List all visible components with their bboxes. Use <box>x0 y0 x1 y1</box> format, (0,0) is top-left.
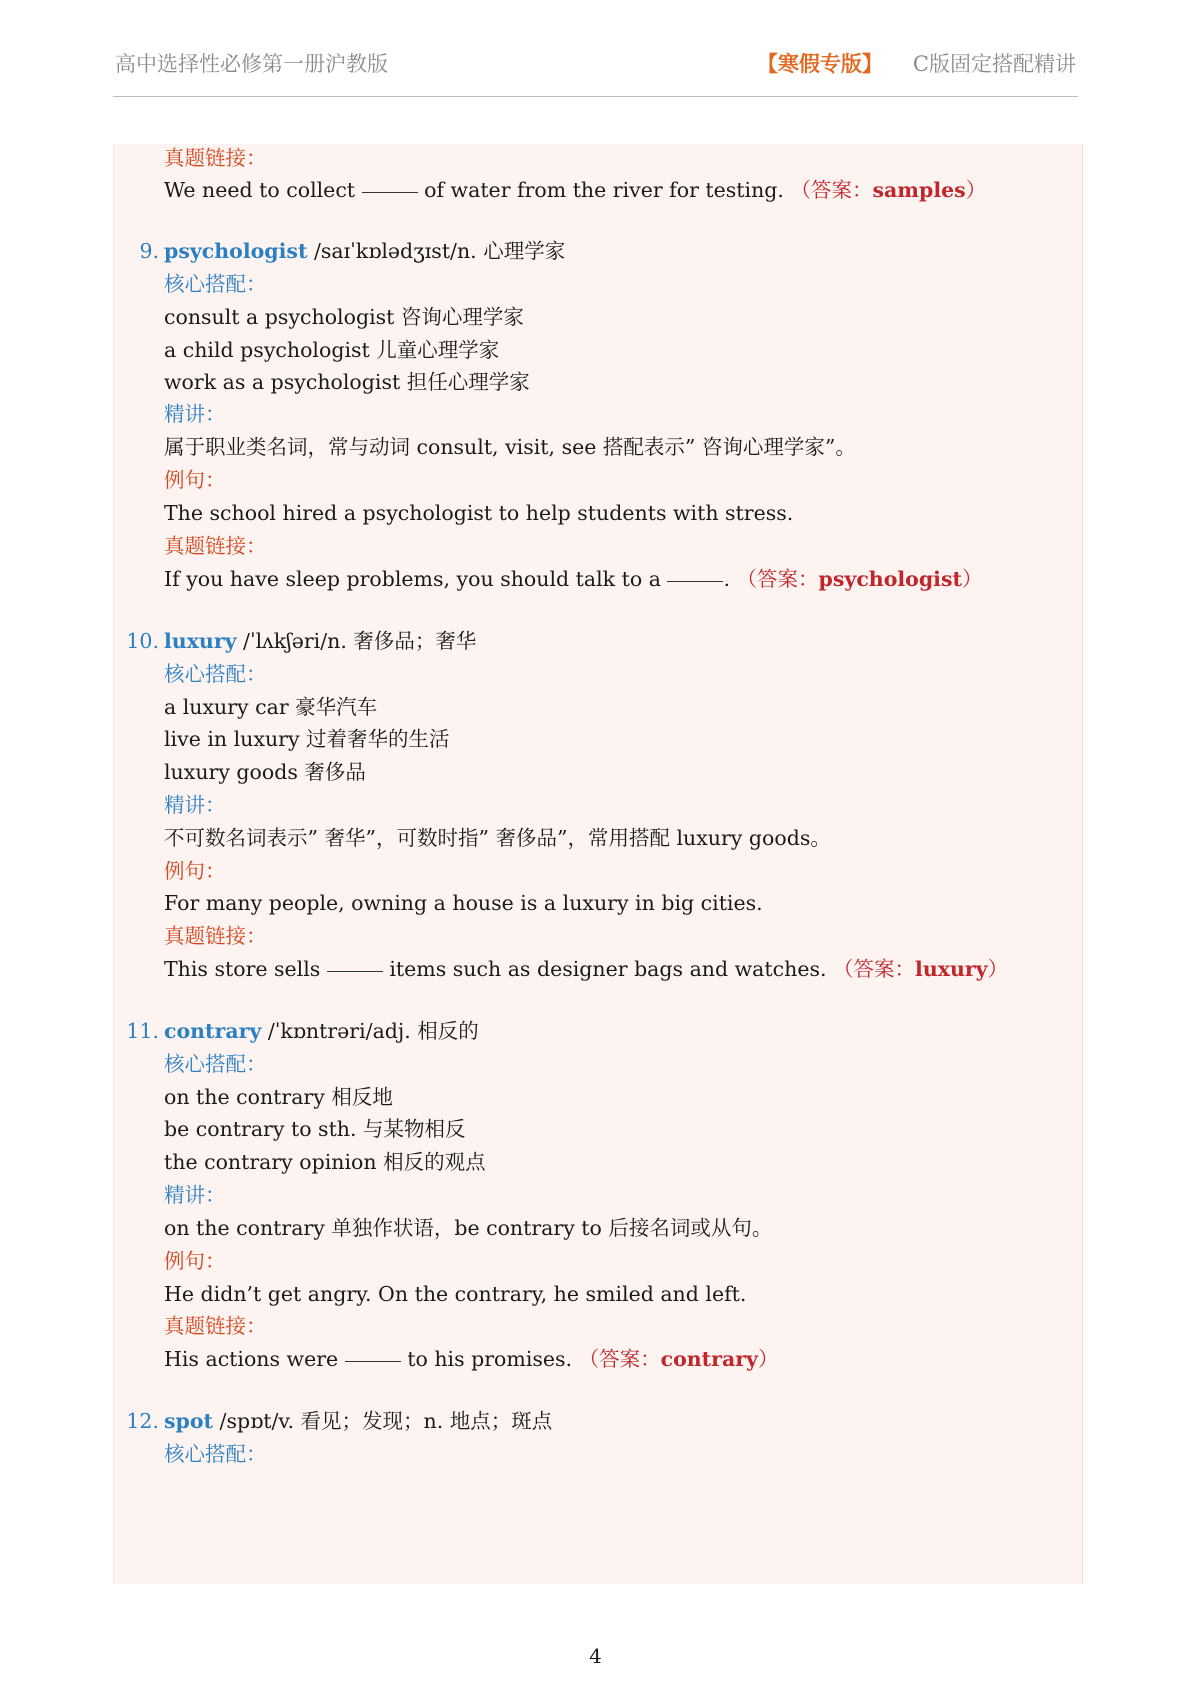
core-label: 核心搭配： <box>164 662 267 686</box>
answer-text: （答案：contrary） <box>578 1347 779 1371</box>
exam-label: 真题链接： <box>164 924 267 948</box>
example-sentence: The school hired a psychologist to help students with stress. <box>164 501 794 525</box>
answer-text: （答案：samples） <box>790 178 987 202</box>
entry-number: 9. <box>139 239 159 263</box>
exam-label: 真题链接： <box>164 534 267 558</box>
exam-sentence: His actions were to his promises. （答案：contrary） <box>164 1347 779 1371</box>
core-label: 核心搭配： <box>164 272 267 296</box>
entry-definition: /ˈkɒntrəri/adj. 相反的 <box>261 1019 479 1043</box>
example-label: 例句： <box>164 859 226 883</box>
exam-sentence: This store sells items such as designer bags and watches. （答案：luxury） <box>164 957 1009 981</box>
core-item: live in luxury 过着奢华的生活 <box>164 727 450 751</box>
header-edition-tag: 【寒假专版】 <box>756 51 883 76</box>
content-panel <box>113 144 1083 1584</box>
explain-label: 精讲： <box>164 793 226 817</box>
exam-label: 真题链接： <box>164 1314 267 1338</box>
example-sentence: He didn’t get angry. On the contrary, he smiled and left. <box>164 1282 747 1306</box>
header-book-title: 高中选择性必修第一册沪教版 <box>115 52 388 76</box>
example-sentence: For many people, owning a house is a luxury in big cities. <box>164 891 763 915</box>
core-label: 核心搭配： <box>164 1442 267 1466</box>
core-item: consult a psychologist 咨询心理学家 <box>164 305 524 329</box>
answer-blank <box>345 1361 401 1362</box>
core-item: the contrary opinion 相反的观点 <box>164 1150 486 1174</box>
entry-word: psychologist <box>164 239 308 263</box>
exam-sentence: We need to collect of water from the river for testing. （答案：samples） <box>164 178 987 202</box>
answer-blank <box>362 192 418 193</box>
explain-label: 精讲： <box>164 402 226 426</box>
explain-text: on the contrary 单独作状语，be contrary to 后接名词或从句。 <box>164 1216 773 1240</box>
page-number: 4 <box>589 1644 602 1668</box>
entry-number: 11. <box>126 1019 159 1043</box>
core-item: on the contrary 相反地 <box>164 1085 393 1109</box>
exam-sentence: If you have sleep problems, you should talk to a . （答案：psychologist） <box>164 567 983 591</box>
answer-text: （答案：luxury） <box>833 957 1009 981</box>
page-header <box>113 44 1078 97</box>
entry-word: spot <box>164 1409 214 1433</box>
core-item: luxury goods 奢侈品 <box>164 760 366 784</box>
explain-text: 不可数名词表示” 奢华”，可数时指” 奢侈品”，常用搭配 luxury goods。 <box>164 826 831 850</box>
header-subtitle: C版固定搭配精讲 <box>912 52 1076 76</box>
core-label: 核心搭配： <box>164 1052 267 1076</box>
entry-definition: /saɪˈkɒlədʒɪst/n. 心理学家 <box>307 239 566 263</box>
answer-text: （答案：psychologist） <box>736 567 983 591</box>
entry-definition: /spɒt/v. 看见；发现；n. 地点；斑点 <box>213 1409 553 1433</box>
core-item: be contrary to sth. 与某物相反 <box>164 1117 466 1141</box>
entry-word: luxury <box>164 629 237 653</box>
core-item: work as a psychologist 担任心理学家 <box>164 370 530 394</box>
exam-label: 真题链接： <box>164 146 267 170</box>
example-label: 例句： <box>164 468 226 492</box>
explain-label: 精讲： <box>164 1183 226 1207</box>
entry-number: 10. <box>126 629 159 653</box>
answer-blank <box>667 581 723 582</box>
entry-definition: /ˈlʌkʃəri/n. 奢侈品；奢华 <box>236 629 477 653</box>
core-item: a child psychologist 儿童心理学家 <box>164 338 500 362</box>
explain-text: 属于职业类名词，常与动词 consult, visit, see 搭配表示” 咨询心理学家”。 <box>164 435 856 459</box>
entry-number: 12. <box>126 1409 159 1433</box>
header-right <box>757 48 1076 78</box>
answer-blank <box>327 971 383 972</box>
entry-word: contrary <box>164 1019 262 1043</box>
core-item: a luxury car 豪华汽车 <box>164 695 378 719</box>
example-label: 例句： <box>164 1249 226 1273</box>
